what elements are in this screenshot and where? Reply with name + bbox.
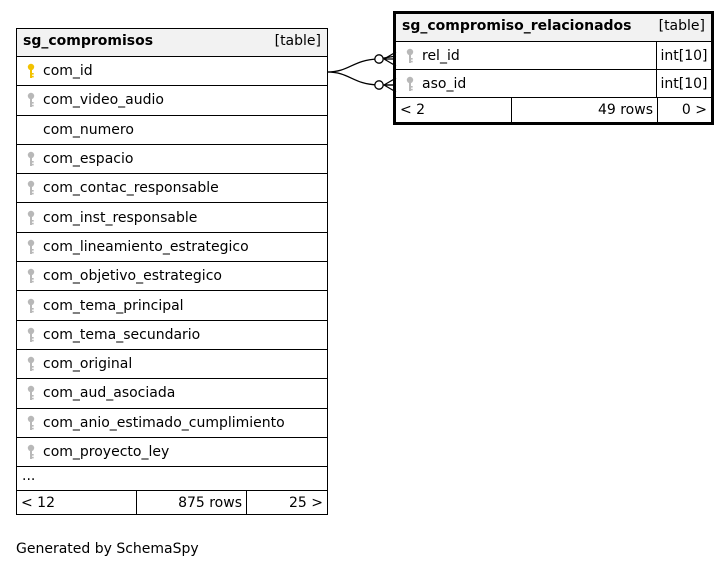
column-name: com_id: [43, 63, 93, 80]
row-count: 875 rows: [137, 491, 247, 514]
crowfoot-marker: [384, 78, 396, 92]
column-name: com_tema_principal: [43, 297, 184, 314]
column-name: com_original: [43, 356, 133, 373]
zero-cardinality-marker: [375, 81, 383, 89]
zero-cardinality-marker: [375, 55, 383, 63]
column-type: int[10]: [656, 70, 711, 97]
column-name: com_anio_estimado_cumplimiento: [43, 414, 285, 431]
column-name: com_tema_secundario: [43, 326, 201, 343]
column-name: com_inst_responsable: [43, 209, 198, 226]
children-count[interactable]: 0 >: [681, 102, 707, 118]
table-type-label: [table]: [274, 33, 321, 49]
table-name[interactable]: sg_compromiso_relacionados: [402, 18, 632, 34]
column-type: int[10]: [656, 42, 711, 69]
column-name: com_lineamiento_estrategico: [43, 238, 249, 255]
children-count[interactable]: 25 >: [289, 494, 323, 511]
column-name: com_aud_asociada: [43, 385, 176, 402]
column-name: com_espacio: [43, 151, 134, 168]
more-columns-ellipsis: ...: [22, 468, 36, 485]
column-name: com_objetivo_estrategico: [43, 268, 222, 285]
parents-count[interactable]: < 12: [17, 491, 137, 514]
table-name[interactable]: sg_compromisos: [23, 33, 154, 49]
table-type-label: [table]: [658, 18, 705, 34]
row-count: 49 rows: [512, 98, 658, 122]
column-name: rel_id: [422, 47, 460, 64]
relationship-edge-aso-id: [327, 72, 396, 85]
crowfoot-marker: [384, 52, 396, 66]
generated-by-footer: Generated by SchemaSpy: [16, 541, 199, 557]
column-name: com_contac_responsable: [43, 180, 219, 197]
column-name: com_video_audio: [43, 92, 164, 109]
parents-count[interactable]: < 2: [396, 98, 512, 122]
column-name: aso_id: [422, 75, 467, 92]
column-name: com_proyecto_ley: [43, 444, 170, 460]
column-name: com_numero: [43, 121, 134, 138]
